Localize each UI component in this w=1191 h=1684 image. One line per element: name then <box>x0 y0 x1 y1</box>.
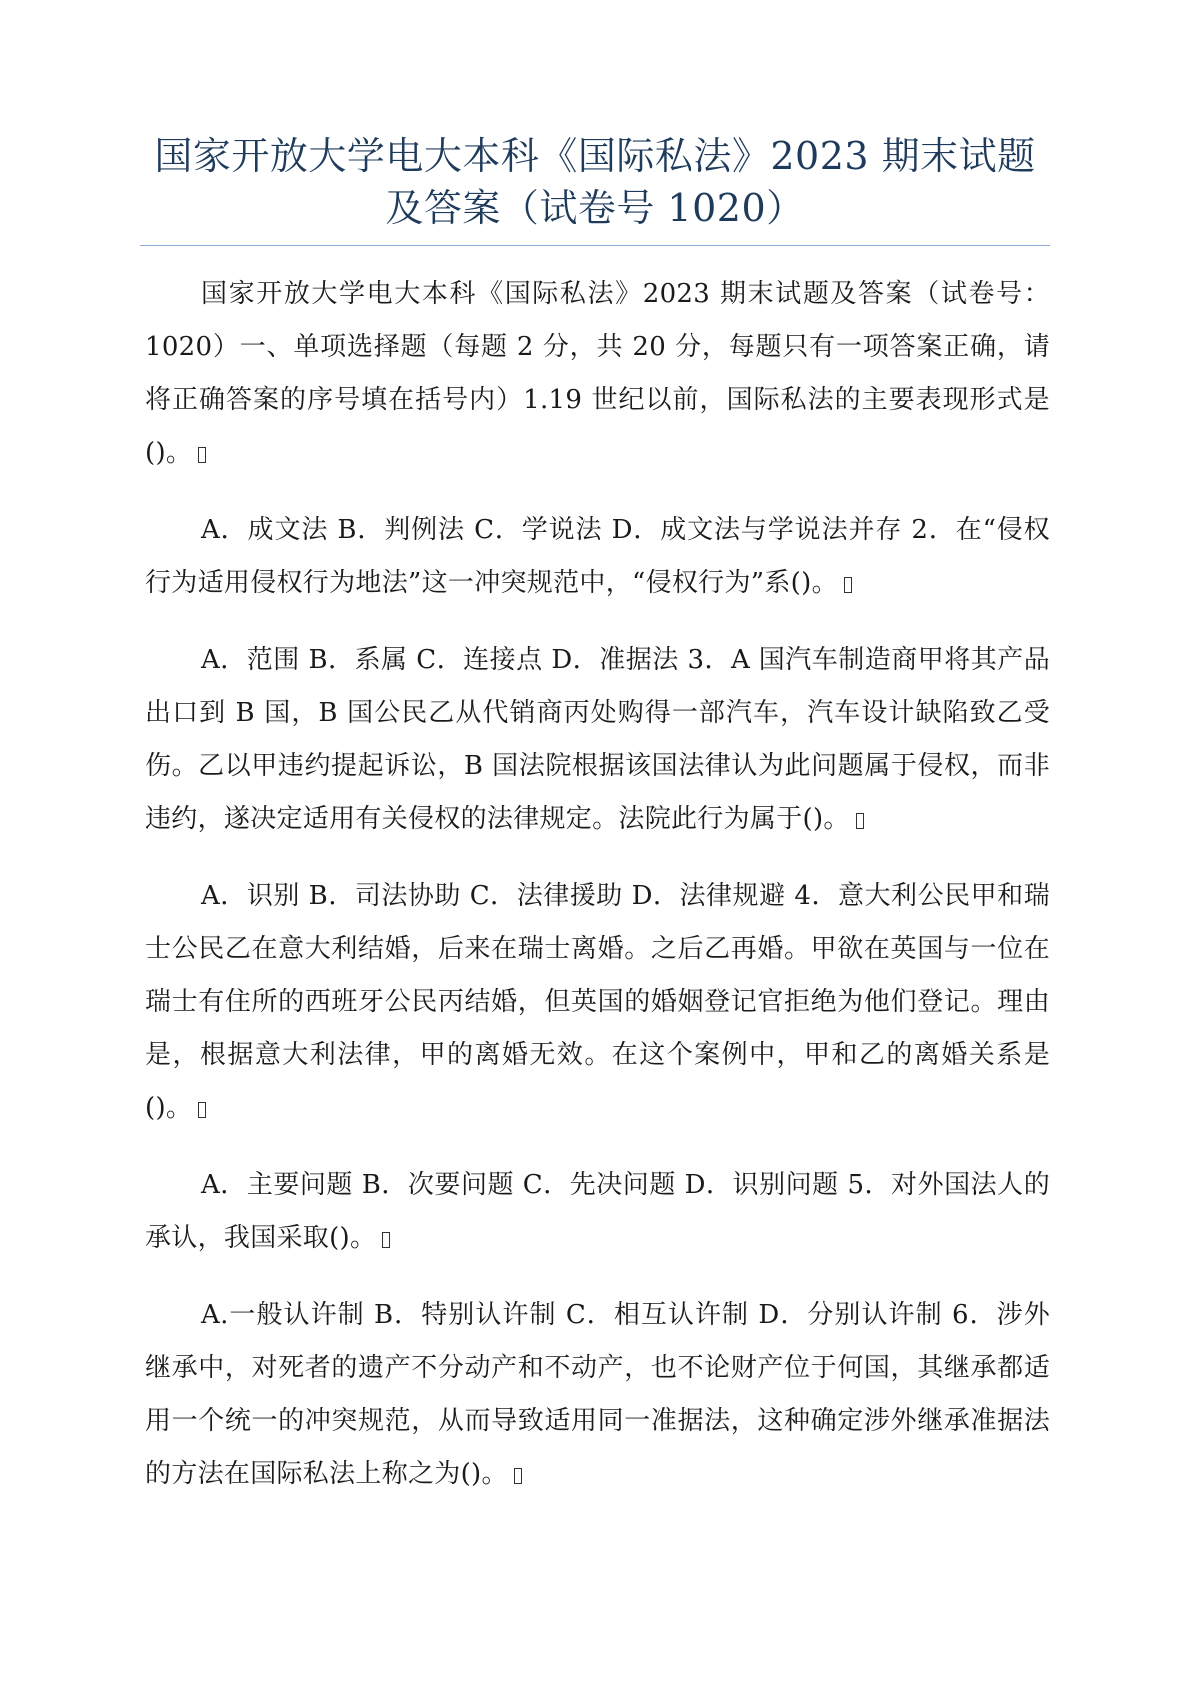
document-body <box>145 268 1050 1525</box>
paragraph-mark-icon <box>844 577 852 593</box>
paragraph-mark-icon <box>198 447 206 463</box>
paragraph-4-text: A．识别 B．司法协助 C．法律援助 D．法律规避 4．意大利公民甲和瑞士公民乙在意大利结婚，后来在瑞士离婚。之后乙再婚。甲欲在英国与一位在瑞士有住所的西班牙公民丙结婚，但英国的婚姻登记官拒绝为他们登记。理由是，根据意大利法律，甲的离婚无效。在这个案例中，甲和乙的离婚关系是()。 <box>145 881 1050 1123</box>
paragraph-mark-icon <box>382 1232 390 1248</box>
paragraph-2-text: A．成文法 B．判例法 C．学说法 D．成文法与学说法并存 2．在“侵权行为适用侵权行为地法”这一冲突规范中，“侵权行为”系()。 <box>145 515 1050 598</box>
paragraph-6 <box>145 1289 1050 1501</box>
paragraph-mark-icon <box>198 1102 206 1118</box>
paragraph-5 <box>145 1159 1050 1265</box>
paragraph-3-text: A．范围 B．系属 C．连接点 D．准据法 3．A 国汽车制造商甲将其产品出口到 B 国，B 国公民乙从代销商丙处购得一部汽车，汽车设计缺陷致乙受伤。乙以甲违约提起诉讼，B 国法院根据该国法律认为此问题属于侵权，而非违约，遂决定适用有关侵权的法律规定。法院此行为属于()。 <box>145 645 1050 834</box>
paragraph-1 <box>145 268 1050 480</box>
paragraph-mark-icon <box>514 1468 522 1484</box>
paragraph-2 <box>145 504 1050 610</box>
paragraph-mark-icon <box>856 813 864 829</box>
paragraph-4 <box>145 870 1050 1135</box>
paragraph-1-text: 国家开放大学电大本科《国际私法》2023 期末试题及答案（试卷号：1020）一、单项选择题（每题 2 分，共 20 分，每题只有一项答案正确，请将正确答案的序号填在括号内）1.19 世纪以前，国际私法的主要表现形式是()。 <box>145 279 1050 468</box>
paragraph-3 <box>145 634 1050 846</box>
title-divider <box>140 245 1050 246</box>
document-title: 国家开放大学电大本科《国际私法》2023 期末试题及答案（试卷号 1020） <box>154 134 1036 230</box>
paragraph-5-text: A．主要问题 B．次要问题 C．先决问题 D．识别问题 5．对外国法人的承认，我国采取()。 <box>145 1170 1050 1253</box>
paragraph-6-text: A.一般认许制 B．特别认许制 C．相互认许制 D．分别认许制 6．涉外继承中，对死者的遗产不分动产和不动产，也不论财产位于何国，其继承都适用一个统一的冲突规范，从而导致适用同一准据法，这种确定涉外继承准据法的方法在国际私法上称之为()。 <box>145 1300 1050 1489</box>
